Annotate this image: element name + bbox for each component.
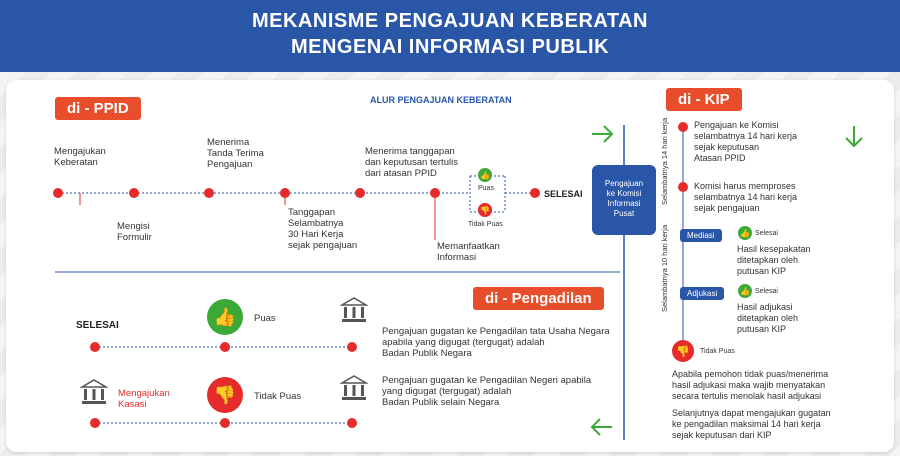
timeline-dot <box>355 188 365 198</box>
kip-tag: di - KIP <box>666 88 742 111</box>
thumbs-down-icon: 👎 <box>672 340 694 362</box>
pengadilan-dot <box>90 342 100 352</box>
kip-dot <box>678 122 688 132</box>
ppid-tag: di - PPID <box>55 97 141 120</box>
courthouse-icon <box>80 378 108 406</box>
step-mengajukan: Mengajukan Keberatan <box>54 146 106 168</box>
kip-vtext-14: Selambatnya 14 hari kerja <box>660 117 669 205</box>
mediasi-chip: Mediasi <box>680 229 722 242</box>
step-memanfaatkan: Memanfaatkan Informasi <box>437 241 500 263</box>
kip-dot <box>678 182 688 192</box>
pengadilan-tag: di - Pengadilan <box>473 287 604 310</box>
kip-vtext-10: Selambatnya 10 hari kerja <box>660 224 669 312</box>
kip-submission-box: Pengajuan ke Komisi Informasi Pusat <box>592 165 656 235</box>
pengadilan-dot <box>220 418 230 428</box>
selesai-label: SELESAI <box>544 189 583 199</box>
pengadilan-dot <box>347 418 357 428</box>
timeline-dot <box>280 188 290 198</box>
thumbs-down-icon: 👎 <box>207 377 243 413</box>
kip-note2: Selanjutnya dapat mengajukan gugatan ke pengadilan maksimal 14 hari kerja sejak keputusan dari KIP <box>672 408 831 440</box>
courthouse-icon <box>340 296 368 324</box>
step-tanda-terima: Menerima Tanda Terima Pengajuan <box>207 137 264 170</box>
timeline-dot <box>204 188 214 198</box>
adjukasi-selesai: Selesai <box>755 288 778 295</box>
pengadilan-tidak-puas: Tidak Puas <box>254 391 302 402</box>
timeline-dot <box>530 188 540 198</box>
timeline-dot <box>430 188 440 198</box>
timeline-dot <box>53 188 63 198</box>
gugatan-pn: Pengajuan gugatan ke Pengadilan Negeri apabila yang digugat (tergugat) adalah Badan Publik selain Negara <box>382 375 592 408</box>
mediasi-result: Hasil kesepakatan ditetapkan oleh putusan KIP <box>737 244 811 276</box>
courthouse-icon <box>340 374 368 402</box>
adjukasi-chip: Adjukasi <box>680 287 724 300</box>
step-mengisi: Mengisi Formulir <box>117 221 152 243</box>
puas-label: Puas <box>478 185 494 192</box>
kip-tidak-puas: Tidak Puas <box>700 348 735 355</box>
step-keputusan: Menerima tanggapan dan keputusan tertulis dari atasan PPID <box>365 146 458 179</box>
kip-item1: Pengajuan ke Komisi selambatnya 14 hari kerja sejak keputusan Atasan PPID <box>694 120 798 163</box>
kip-note1: Apabila pemohon tidak puas/menerima hasil adjukasi maka wajib menyatakan secara tertulis menolak hasil adjukasi <box>672 369 829 401</box>
gugatan-ptun: Pengajuan gugatan ke Pengadilan tata Usaha Negara apabila yang digugat (tergugat) adalah Badan Publik Negara <box>382 326 610 359</box>
pengadilan-dot <box>347 342 357 352</box>
tidak-puas-label: Tidak Puas <box>468 221 503 228</box>
kip-item2: Komisi harus memproses selambatnya 14 hari kerja sejak pengajuan <box>694 181 798 213</box>
pengadilan-dot <box>90 418 100 428</box>
step-tanggapan: Tanggapan Selambatnya 30 Hari Kerja sejak pengajuan <box>288 207 358 251</box>
arrow-right-icon <box>592 126 612 142</box>
timeline-dot <box>129 188 139 198</box>
pengadilan-dot <box>220 342 230 352</box>
arrow-down-icon <box>846 126 862 146</box>
mediasi-selesai: Selesai <box>755 230 778 237</box>
thumbs-up-icon: 👍 <box>478 168 492 182</box>
thumbs-up-icon: 👍 <box>207 299 243 335</box>
thumbs-up-icon: 👍 <box>738 226 752 240</box>
pengadilan-puas: Puas <box>254 313 276 324</box>
flow-title: ALUR PENGAJUAN KEBERATAN <box>370 95 512 105</box>
thumbs-up-icon: 👍 <box>738 284 752 298</box>
page-title-line2: MENGENAI INFORMASI PUBLIK <box>290 36 610 58</box>
kasasi-label: Mengajukan Kasasi <box>118 388 170 410</box>
pengadilan-selesai: SELESAI <box>76 320 119 331</box>
arrow-left-icon <box>592 419 612 435</box>
adjukasi-result: Hasil adjukasi ditetapkan oleh putusan KIP <box>737 302 799 334</box>
page-title-line1: MEKANISME PENGAJUAN KEBERATAN <box>251 10 648 32</box>
thumbs-down-icon: 👎 <box>478 203 492 217</box>
